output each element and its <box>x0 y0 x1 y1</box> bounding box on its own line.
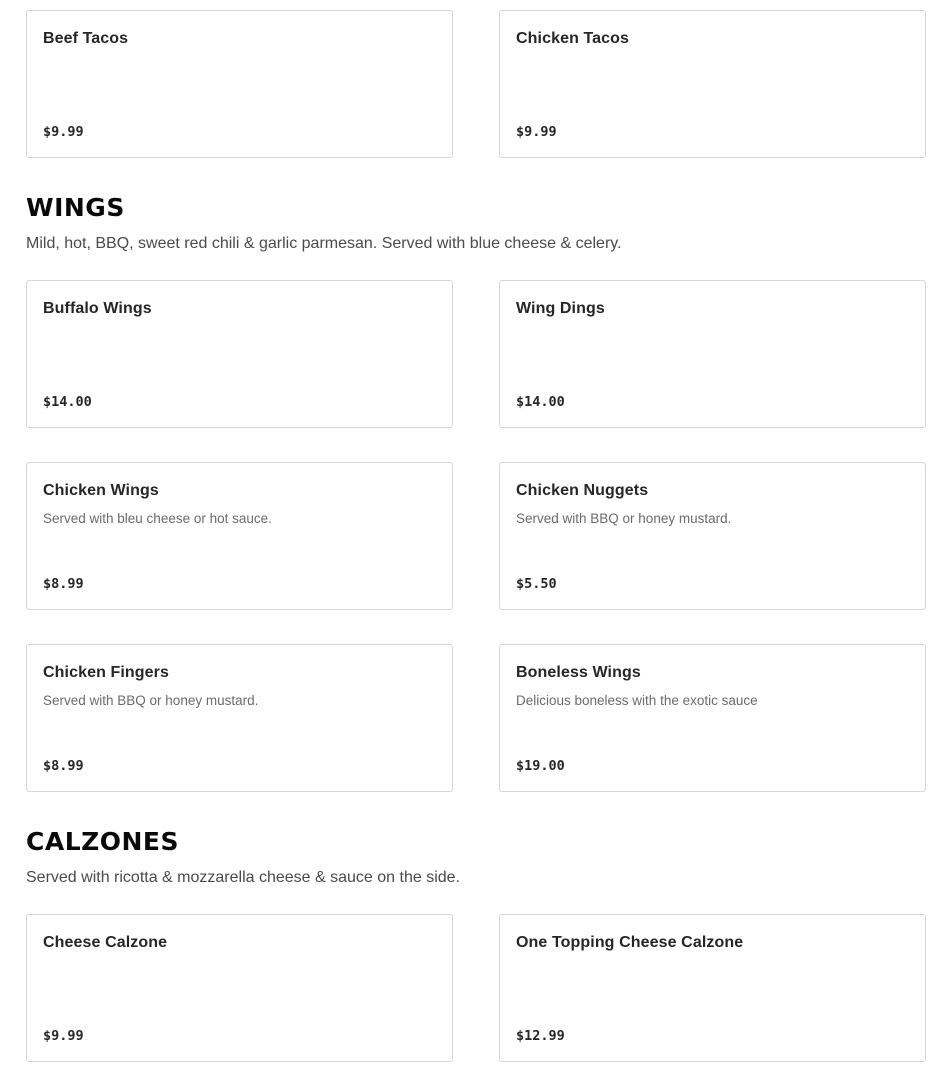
section-title-wings: WINGS <box>26 193 125 222</box>
menu-item-price: $5.50 <box>516 576 557 592</box>
menu-item-price: $9.99 <box>43 1028 84 1044</box>
menu-item-card[interactable] <box>499 462 926 610</box>
section-description-wings: Mild, hot, BBQ, sweet red chili & garlic parmesan. Served with blue cheese & celery. <box>26 235 622 252</box>
menu-item-card[interactable] <box>26 10 453 158</box>
menu-item-name: Chicken Nuggets <box>516 482 649 499</box>
menu-item-price: $12.99 <box>516 1028 565 1044</box>
menu-item-name: Chicken Fingers <box>43 664 169 681</box>
menu-item-name: Boneless Wings <box>516 664 641 681</box>
menu-item-name: Buffalo Wings <box>43 300 152 317</box>
section-title-calzones: CALZONES <box>26 827 180 856</box>
menu-item-price: $14.00 <box>43 394 92 410</box>
menu-item-card[interactable] <box>499 280 926 428</box>
menu-item-card[interactable] <box>26 644 453 792</box>
menu-item-price: $8.99 <box>43 758 84 774</box>
menu-item-price: $9.99 <box>516 124 557 140</box>
menu-item-description: Delicious boneless with the exotic sauce <box>516 693 758 708</box>
menu-item-card[interactable] <box>499 10 926 158</box>
menu-item-description: Served with BBQ or honey mustard. <box>516 511 732 526</box>
menu-item-price: $8.99 <box>43 576 84 592</box>
menu-item-price: $14.00 <box>516 394 565 410</box>
menu-item-price: $9.99 <box>43 124 84 140</box>
menu-item-name: One Topping Cheese Calzone <box>516 934 744 951</box>
menu-item-card[interactable] <box>26 462 453 610</box>
menu-item-card[interactable] <box>499 644 926 792</box>
menu-item-name: Cheese Calzone <box>43 934 168 951</box>
menu-item-name: Chicken Tacos <box>516 30 630 47</box>
menu-item-name: Chicken Wings <box>43 482 159 499</box>
menu-item-name: Wing Dings <box>516 300 605 317</box>
menu-item-description: Served with bleu cheese or hot sauce. <box>43 511 272 526</box>
menu-item-card[interactable] <box>26 280 453 428</box>
menu-item-description: Served with BBQ or honey mustard. <box>43 693 259 708</box>
section-description-calzones: Served with ricotta & mozzarella cheese & sauce on the side. <box>26 869 460 886</box>
menu-item-name: Beef Tacos <box>43 30 129 47</box>
menu-item-card[interactable] <box>499 914 926 1062</box>
menu-item-card[interactable] <box>26 914 453 1062</box>
menu-item-price: $19.00 <box>516 758 565 774</box>
